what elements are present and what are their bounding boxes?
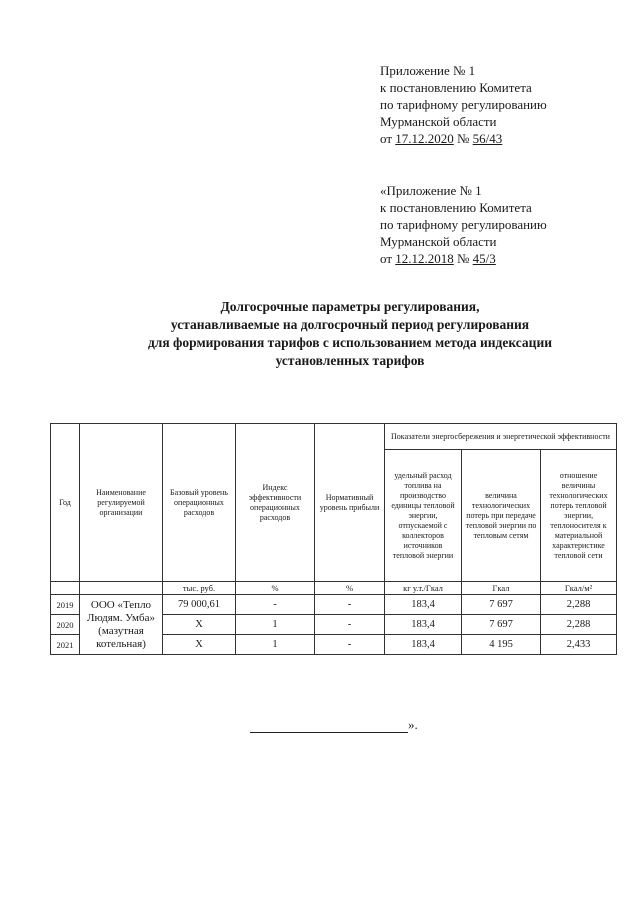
number-prefix: №	[457, 251, 470, 266]
cell-fuel: 183,4	[385, 595, 462, 615]
cell-base: 79 000,61	[163, 595, 236, 615]
appendix-date-line	[380, 250, 547, 267]
title-line: Долгосрочные параметры регулирования,	[220, 299, 480, 314]
unit-profit: %	[315, 582, 385, 595]
cell-index: -	[236, 595, 315, 615]
cell-year: 2020	[51, 615, 80, 635]
appendix-line: «Приложение № 1	[380, 183, 482, 198]
cell-ratio: 2,288	[541, 615, 617, 635]
date-prefix: от	[380, 251, 393, 266]
appendix-block-old	[380, 182, 547, 267]
closing-signature-line	[250, 717, 418, 733]
appendix-line: Приложение № 1	[380, 63, 476, 78]
appendix-date: 12.12.2018	[395, 251, 454, 266]
appendix-block-new	[380, 62, 547, 147]
header-year: Год	[51, 424, 80, 582]
appendix-number: 45/3	[472, 251, 496, 266]
unit-index: %	[236, 582, 315, 595]
appendix-line: Мурманской области	[380, 114, 497, 129]
title-line: установленных тарифов	[275, 353, 425, 368]
date-prefix: от	[380, 131, 393, 146]
cell-fuel: 183,4	[385, 635, 462, 655]
header-loss-ratio: отношение величины технологических потерь тепловой энергии, теплоносителя к материальной характеристике тепловой сети	[541, 450, 617, 582]
cell-year: 2021	[51, 635, 80, 655]
cell-ratio: 2,288	[541, 595, 617, 615]
cell-profit: -	[315, 615, 385, 635]
closing-mark: ».	[408, 717, 418, 732]
cell-losses: 7 697	[462, 595, 541, 615]
unit-empty	[51, 582, 80, 595]
cell-ratio: 2,433	[541, 635, 617, 655]
cell-profit: -	[315, 595, 385, 615]
header-profit-level: Нормативный уровень прибыли	[315, 424, 385, 582]
appendix-line: по тарифному регулированию	[380, 217, 547, 232]
signature-underline	[250, 718, 408, 733]
header-organization: Наименование регулируемой организации	[80, 424, 163, 582]
cell-base: Х	[163, 615, 236, 635]
unit-fuel: кг у.т./Гкал	[385, 582, 462, 595]
header-fuel-consumption: удельный расход топлива на производство единицы тепловой энергии, отпускаемой с коллекторов источников тепловой энергии	[385, 450, 462, 582]
cell-profit: -	[315, 635, 385, 655]
unit-empty	[80, 582, 163, 595]
appendix-line: к постановлению Комитета	[380, 200, 532, 215]
parameters-table	[50, 423, 617, 655]
header-energy-group: Показатели энергосбережения и энергетической эффективности	[385, 424, 617, 450]
appendix-date-line	[380, 130, 547, 147]
cell-losses: 4 195	[462, 635, 541, 655]
unit-base: тыс. руб.	[163, 582, 236, 595]
appendix-line: по тарифному регулированию	[380, 97, 547, 112]
cell-year: 2019	[51, 595, 80, 615]
title-line: для формирования тарифов с использованием метода индексации	[147, 335, 553, 350]
cell-index: 1	[236, 635, 315, 655]
cell-fuel: 183,4	[385, 615, 462, 635]
cell-losses: 7 697	[462, 615, 541, 635]
header-losses: величина технологических потерь при передаче тепловой энергии по тепловым сетям	[462, 450, 541, 582]
cell-organization: ООО «Тепло Людям. Умба» (мазутная котельная)	[80, 595, 163, 655]
appendix-line: Мурманской области	[380, 234, 497, 249]
document-title	[60, 298, 640, 370]
header-efficiency-index: Индекс эффективности операционных расходов	[236, 424, 315, 582]
appendix-number: 56/43	[472, 131, 503, 146]
table-row	[51, 595, 617, 615]
appendix-line: к постановлению Комитета	[380, 80, 532, 95]
cell-index: 1	[236, 615, 315, 635]
appendix-date: 17.12.2020	[395, 131, 454, 146]
unit-losses: Гкал	[462, 582, 541, 595]
number-prefix: №	[457, 131, 470, 146]
unit-ratio: Гкал/м²	[541, 582, 617, 595]
title-line: устанавливаемые на долгосрочный период регулирования	[170, 317, 530, 332]
header-base-level: Базовый уровень операционных расходов	[163, 424, 236, 582]
cell-base: Х	[163, 635, 236, 655]
